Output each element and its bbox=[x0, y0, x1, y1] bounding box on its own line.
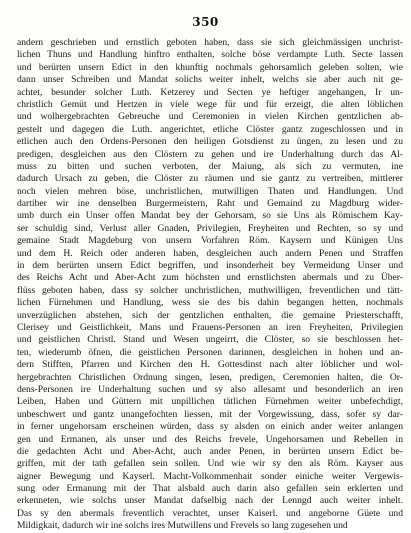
text-line: in ferner ungehorsam erscheinen würden, dass sy alsden on einich ander weiter anlangen bbox=[17, 421, 403, 433]
text-line: dadurch Ursach zu geben, die Clöster zu räumen und sie gantz zu vertreiben, mittlerer bbox=[17, 173, 403, 185]
text-line: und berürten unsern Edict in den khunftig nochmals gehorsamlich geleben solten, wie bbox=[17, 61, 403, 73]
text-line: und dem H. Reich oder anderen haben, desgleichen auch andern Penen und Straffen bbox=[17, 247, 403, 259]
text-line: gen und Ermanen, als unser und des Reichs frevele, Ungehorsamen und Rebellen in bbox=[17, 433, 403, 445]
text-line: Mildigkait, dadurch wir ine solchs ires Mutwillens und Frevels so lang zugesehen und bbox=[17, 520, 348, 532]
text-line: etlichen auch den Ordens-Personen den heiligen Gotsdienst zu üngen, zu lesen und zu bbox=[17, 136, 403, 148]
text-line: erkenneten, wie solchs unser Mandat dafselbig nach der Lenngd auch weiter inhelt. bbox=[17, 495, 403, 507]
text-line: achtet, besunder solcher Luth. Ketzerey und Secten ye heftiger angehangen, Ir un- bbox=[17, 86, 403, 98]
text-line: gestelt und dagegen die Luth. angerichtet, etliche Clöster gantz zugeschlossen und in bbox=[17, 123, 403, 135]
text-line: die gedachten Acht und Aber-Acht, auch ander Penen, in berürten unsern Edict be- bbox=[17, 445, 403, 457]
text-line: predigen, desgleichen aus den Clöstern zu gehen und ire Underhaltung durch das Al- bbox=[17, 148, 403, 160]
text-line: sung oder Ermanung mit der That alsbald auch darin also gefallen sein erklerten und bbox=[17, 483, 403, 495]
text-line: griffen, mit der tath gefallen sein sollen. Und wie wir sy den als Röm. Kayser aus bbox=[17, 458, 403, 470]
page-number: 350 bbox=[192, 15, 219, 29]
text-line: Das sy den abermals freventlich verachtet, unser Kaiserl. und angeborne Güete und bbox=[17, 507, 403, 519]
text-line: dern Stifften, Pfarren und Kirchen den H. Gottesdinst nach alter löblicher und wol- bbox=[17, 359, 403, 371]
text-line: noch vielen mehren böse, unchristlichen, mutwilligen Thaten und Handlungen. Und bbox=[17, 185, 403, 197]
text-line: aigner Bewegung und Kayserl. Macht-Volkommenhait sonder einiche weiter Vergewis- bbox=[17, 470, 403, 482]
text-line: flüss geboten haben, dass sy solcher unchristlichen, muthwilligen, freventlichen und tätt- bbox=[17, 284, 403, 296]
text-line: andern geschrieben und ernstlich geboten haben, dass sie sich gleichmässigen unchrist- bbox=[17, 37, 403, 48]
text-line: hergebrachten Christlichen Ordnung singen, lesen, predigen, Ceremonien halten, die Or- bbox=[17, 371, 403, 383]
text-line: ten, wiederumb öfnen, die geistlichen Personen darinnen, desgleichen in hohen und an- bbox=[17, 346, 403, 358]
text-line: dens-Personen ire Underhaltung suchen und sy also allesamt und besonderlich an iren bbox=[17, 383, 403, 395]
text-line: unbeschwert und gantz unangefochten liessen, mit der Vorgewissung, dass, sofer sy dar- bbox=[17, 408, 403, 420]
text-line: dartiber wir ine denselben Burgermeistern, Raht und Gemaind zu Magdburg wider- bbox=[17, 198, 403, 210]
text-line: umb durch ein Unser offen Mandat bey der Gehorsam, so sie Uns als Römischem Kay- bbox=[17, 210, 403, 222]
text-line: dann unser Schreiben und Mandat solichs weiter inhelt, welchs sie aber auch nit ge- bbox=[17, 74, 403, 86]
text-line: christlich Gemüt und Hertzen in viele wege für und für erzeigt, die alten löblichen bbox=[17, 98, 403, 110]
text-line: lichen Thuns und Handlung hinftro enthalten, solche böse verdampte Luth. Secte lassen bbox=[17, 49, 403, 61]
text-line: muss zu bitten und suchen verboten, der Maiung, als sich zu vermuten, ine bbox=[17, 160, 403, 172]
body-text bbox=[17, 37, 403, 533]
text-line: und wolhergebrachten Gebreuche und Ceremonien in vielen Kirchen gentzlichen ab- bbox=[17, 111, 403, 123]
text-line: gemaine Stadt Magdeburg von unsern Vorfahren Röm. Kaysern und Künigen Uns bbox=[17, 235, 403, 247]
text-line: und geistlichen Christl. Stand und Wesen ungeirrt, die Clöster, so sie beschlossen het- bbox=[17, 334, 403, 346]
text-line: lichen Fürnehmen und Handlung, wess sie des bis dahin begangen hetten, nochmals bbox=[17, 297, 403, 309]
text-line: Clerisey und Geistlichkeit, Mans und Frauens-Personen an iren Freyheiten, Privilegien bbox=[17, 321, 403, 333]
text-line: in dem berürten unsern Edict begriffen, und insonderheit bey Vermeidung Unser und bbox=[17, 260, 403, 272]
text-line: ser schuldig sind, Verlust aller Gnaden, Privilegien, Freyheiten und Rechten, so sy und bbox=[17, 222, 403, 234]
text-line: Leiben, Haben und Güttern mit unpillichen tätlichen Fürnehmen weiter unbefechdigt, bbox=[17, 396, 403, 408]
text-line: unverzüglichen abstehen, sich der gentzlichen enthalten, die gemaine Priesterschafft, bbox=[17, 309, 403, 321]
text-line: des Reichs Acht und Aber-Acht zum höchsten und ernstlichsten abermals und zu Über- bbox=[17, 272, 403, 284]
